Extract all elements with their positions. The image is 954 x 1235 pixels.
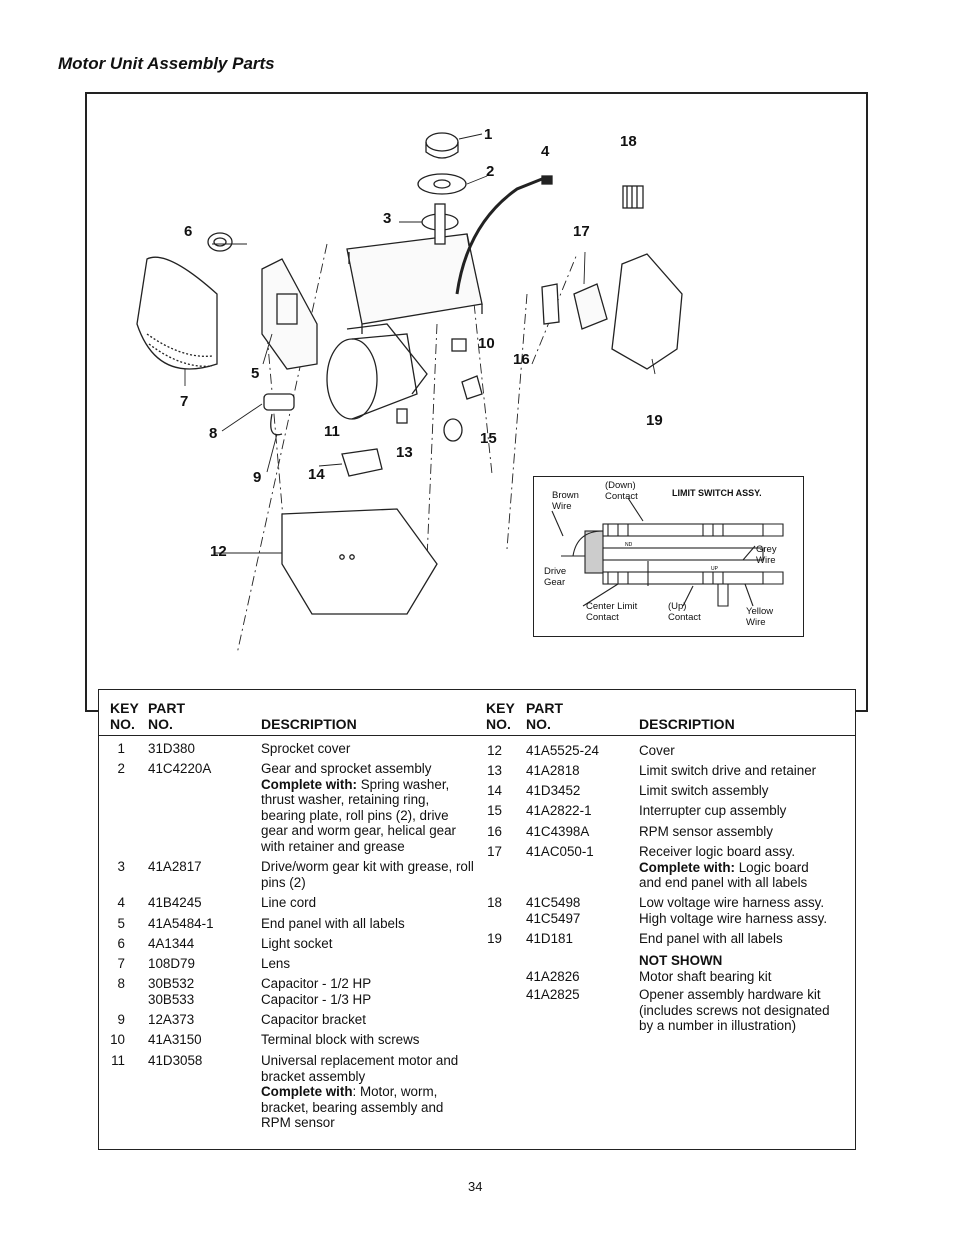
grey-wire-label: Grey Wire — [756, 544, 777, 566]
limit-switch-drive — [397, 409, 407, 423]
sprocket-cover — [426, 133, 458, 151]
table-row-part: 31D380 — [148, 741, 195, 756]
callout-14: 14 — [308, 466, 325, 483]
header-key-left: KEY NO. — [110, 700, 139, 732]
table-row-desc: Limit switch drive and retainer — [639, 763, 817, 778]
cover-12 — [282, 509, 437, 614]
table-row-key: 14 — [487, 783, 502, 798]
end-panel-5 — [262, 259, 317, 369]
table-row-part: 41A3150 — [148, 1032, 202, 1047]
callout-11: 11 — [324, 423, 340, 440]
table-row-part: 41C5498 41C5497 — [526, 895, 581, 926]
header-desc-left: DESCRIPTION — [261, 716, 357, 732]
drive-gear-label: Drive Gear — [544, 566, 567, 588]
callout-13: 13 — [396, 444, 413, 461]
limit-switch-title: LIMIT SWITCH ASSY. — [672, 488, 762, 498]
light-socket — [208, 233, 232, 251]
callout-7: 7 — [180, 393, 189, 410]
callout-18: 18 — [620, 133, 637, 150]
table-row-desc: Light socket — [261, 936, 333, 951]
table-row-part: 41B4245 — [148, 895, 202, 910]
header-part-right: PART NO. — [526, 700, 564, 732]
limit-switch-assembly — [342, 449, 382, 476]
callout-8: 8 — [209, 425, 218, 442]
table-row-part: 108D79 — [148, 956, 195, 971]
table-row-key: 1 — [117, 741, 125, 756]
table-row-key: 7 — [117, 956, 125, 971]
table-row-key: 12 — [487, 743, 502, 758]
page-title: Motor Unit Assembly Parts — [58, 54, 275, 73]
table-row-desc: Cover — [639, 743, 675, 758]
table-row-key: 2 — [117, 761, 125, 776]
table-row-desc: End panel with all labels — [261, 916, 405, 931]
logic-board — [574, 284, 607, 329]
header-desc-right: DESCRIPTION — [639, 716, 735, 732]
table-row-part: 41A2822-1 — [526, 803, 592, 818]
table-row-part: 12A373 — [148, 1012, 195, 1027]
table-row-desc: Sprocket cover — [261, 741, 351, 756]
callout-17: 17 — [573, 223, 590, 240]
table-row-key: 9 — [117, 1012, 125, 1027]
table-row-desc: Receiver logic board assy. Complete with: Logic board and end panel with all labels — [639, 844, 809, 891]
table-row-part: 41D3452 — [526, 783, 581, 798]
table-row-part: 4A1344 — [148, 936, 195, 951]
callout-6: 6 — [184, 223, 193, 240]
table-row-key: 3 — [117, 859, 125, 874]
table-row-desc: Terminal block with screws — [261, 1032, 420, 1047]
table-row-key: 4 — [117, 895, 125, 910]
header-part-left: PART NO. — [148, 700, 186, 732]
capacitor — [264, 394, 294, 410]
callout-1: 1 — [484, 126, 493, 143]
table-row-part: 41A2826 — [526, 969, 580, 984]
lens — [137, 257, 217, 369]
table-row-desc: Lens — [261, 956, 291, 971]
center-limit-label: Center Limit Contact — [586, 601, 638, 623]
table-row-part: 41D181 — [526, 931, 573, 946]
gear-assembly — [418, 174, 466, 194]
table-row-part: 41A2818 — [526, 763, 580, 778]
callout-19: 19 — [646, 412, 663, 429]
table-row-desc: Opener assembly hardware kit (includes screws not designated by a number in illustration) — [639, 987, 830, 1034]
table-row-desc: Low voltage wire harness assy. High voltage wire harness assy. — [639, 895, 828, 926]
table-row-part: 41A5525-24 — [526, 743, 599, 758]
table-row-part: 41A5484-1 — [148, 916, 214, 931]
table-row-key: 6 — [117, 936, 125, 951]
yellow-wire-label: Yellow Wire — [746, 606, 774, 628]
callout-10: 10 — [478, 335, 495, 352]
table-row-key: 13 — [487, 763, 502, 778]
chassis-plate — [347, 234, 482, 324]
terminal-block — [452, 339, 466, 351]
table-row-part: 41D3058 — [148, 1053, 203, 1068]
table-row-part: 41C4398A — [526, 824, 590, 839]
motor — [327, 339, 377, 419]
table-row-desc: Capacitor bracket — [261, 1012, 366, 1027]
callout-9: 9 — [253, 469, 262, 486]
rpm-sensor — [462, 376, 482, 399]
end-panel-19 — [612, 254, 682, 369]
table-row-desc: Drive/worm gear kit with grease, roll pins (2) — [261, 859, 474, 890]
callout-15: 15 — [480, 430, 497, 447]
table-row-part: 41A2825 — [526, 987, 580, 1002]
table-row-desc: Limit switch assembly — [639, 783, 769, 798]
up-contact-label: (Up) Contact — [668, 601, 701, 623]
table-row-part: 41AC050-1 — [526, 844, 594, 859]
callout-2: 2 — [486, 163, 495, 180]
table-row-desc: Capacitor - 1/2 HP Capacitor - 1/3 HP — [261, 976, 372, 1007]
table-row-key: 18 — [487, 895, 502, 910]
interrupter-cup — [444, 419, 462, 441]
table-row-key: 19 — [487, 931, 502, 946]
table-row-desc: Interrupter cup assembly — [639, 803, 787, 818]
table-row-key: 10 — [110, 1032, 125, 1047]
table-row-part: 41C4220A — [148, 761, 212, 776]
header-key-right: KEY NO. — [486, 700, 515, 732]
nd-label: ND — [625, 542, 633, 548]
capacitor-bracket — [271, 414, 282, 435]
table-row-part: 41A2817 — [148, 859, 202, 874]
page-number: 34 — [468, 1179, 483, 1194]
table-row-key: 8 — [117, 976, 125, 991]
table-row-desc: Universal replacement motor and bracket assembly Complete with: Motor, worm, bracket, bearing assembly and RPM sensor — [261, 1053, 459, 1131]
brown-wire-label: Brown Wire — [552, 490, 579, 512]
callout-5: 5 — [251, 365, 260, 382]
table-row-key: 15 — [487, 803, 502, 818]
table-row-key: 11 — [111, 1053, 125, 1068]
callout-12: 12 — [210, 543, 227, 560]
callout-3: 3 — [383, 210, 392, 227]
table-row-desc: RPM sensor assembly — [639, 824, 773, 839]
table-row-part: 30B532 30B533 — [148, 976, 195, 1007]
table-row-desc: Gear and sprocket assembly Complete with: Spring washer, thrust washer, retaining ring, bearing plate, roll pins (2), drive gear and worm gear, helical gear with retainer and grease — [261, 761, 457, 854]
table-row-desc: Motor shaft bearing kit — [639, 969, 772, 984]
up-label: UP — [711, 566, 718, 572]
table-row-key: 5 — [117, 916, 125, 931]
down-contact-label: (Down) Contact — [605, 480, 638, 502]
not-shown-heading: NOT SHOWN — [639, 953, 723, 968]
table-row-key: 17 — [487, 844, 502, 859]
table-row-desc: Line cord — [261, 895, 317, 910]
callout-16: 16 — [513, 351, 530, 368]
wire-harness — [623, 186, 643, 208]
table-header-divider — [98, 735, 856, 736]
callout-4: 4 — [541, 143, 550, 160]
table-row-desc: End panel with all labels — [639, 931, 783, 946]
table-row-key: 16 — [487, 824, 502, 839]
